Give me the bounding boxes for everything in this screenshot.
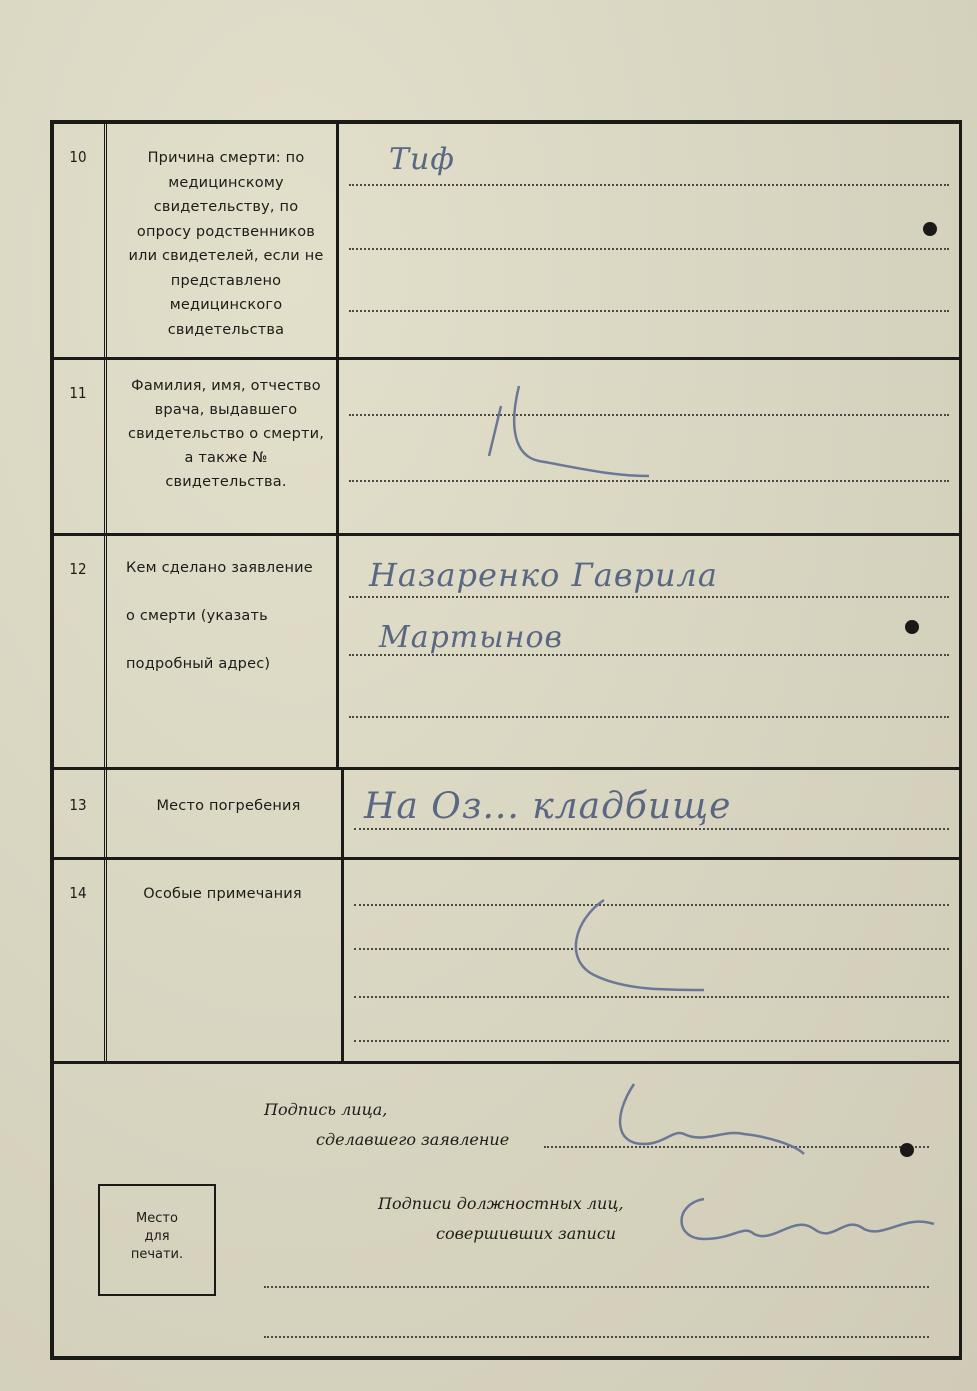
value-cell — [339, 536, 959, 767]
doctor-signature-mark — [449, 366, 669, 506]
row-number-cell — [54, 770, 107, 857]
stamp-text-line: для — [144, 1229, 170, 1244]
label-cell — [106, 536, 339, 767]
row-12 — [54, 536, 959, 770]
applicant-signature — [554, 1074, 814, 1164]
row-number: 12 — [69, 560, 87, 578]
punch-hole — [905, 620, 919, 634]
row-13 — [54, 770, 959, 860]
row-label: Особые примечания — [143, 886, 302, 902]
applicant-signature-label-1: Подпись лица, — [264, 1100, 388, 1119]
row-label: Кем сделано заявление о смерти (указать подробный адрес) — [126, 560, 313, 672]
handwritten-value-line2: Мартынов — [379, 620, 563, 655]
label-cell — [106, 860, 344, 1061]
handwritten-value: На Оз... кладбище — [364, 786, 732, 827]
stamp-placeholder — [98, 1184, 216, 1296]
row-number: 11 — [69, 384, 87, 402]
officials-signature-label-2: совершивших записи — [436, 1224, 617, 1243]
value-cell — [339, 124, 959, 357]
row-number-cell — [54, 360, 107, 533]
officials-signature-label-1: Подписи должностных лиц, — [378, 1194, 624, 1213]
row-number-cell — [54, 124, 107, 357]
row-number: 14 — [69, 884, 87, 902]
signature-section — [54, 1064, 959, 1356]
row-number: 10 — [69, 148, 87, 166]
punch-hole — [900, 1143, 914, 1157]
dotted-line — [354, 828, 949, 830]
row-number: 13 — [69, 796, 87, 814]
dotted-line — [349, 716, 949, 718]
form-frame — [50, 120, 962, 1360]
stamp-text-line: Место — [136, 1211, 178, 1226]
dotted-line — [264, 1336, 929, 1338]
row-label: Место погребения — [156, 798, 301, 814]
punch-hole — [923, 222, 937, 236]
applicant-signature-label-2: сделавшего заявление — [316, 1130, 510, 1149]
officials-signature — [664, 1184, 954, 1264]
remarks-dash-mark — [544, 890, 744, 1010]
stamp-text-line: печати. — [130, 1247, 184, 1262]
dotted-line — [349, 310, 949, 312]
dotted-line — [349, 184, 949, 186]
row-14 — [54, 860, 959, 1064]
row-11 — [54, 360, 959, 536]
handwritten-value-line1: Назаренко Гаврила — [369, 556, 718, 594]
dotted-line — [349, 248, 949, 250]
row-number-cell — [54, 860, 107, 1061]
row-label: Фамилия, имя, отчество врача, выдавшего свидетельство о смерти, а также № свидетельства. — [127, 378, 325, 490]
row-10 — [54, 124, 959, 360]
row-label: Причина смерти: по медицинскому свидетельству, по опросу родственников или свидетелей, если не представлено медицинского свидетельства — [128, 150, 324, 338]
value-cell — [339, 360, 959, 533]
label-cell — [106, 360, 339, 533]
value-cell — [344, 860, 959, 1061]
row-number-cell — [54, 536, 107, 767]
label-cell — [106, 124, 339, 357]
dotted-line — [349, 596, 949, 598]
value-cell — [344, 770, 959, 857]
handwritten-value: Тиф — [389, 142, 455, 177]
dotted-line — [264, 1286, 929, 1288]
dotted-line — [354, 1040, 949, 1042]
label-cell — [106, 770, 344, 857]
